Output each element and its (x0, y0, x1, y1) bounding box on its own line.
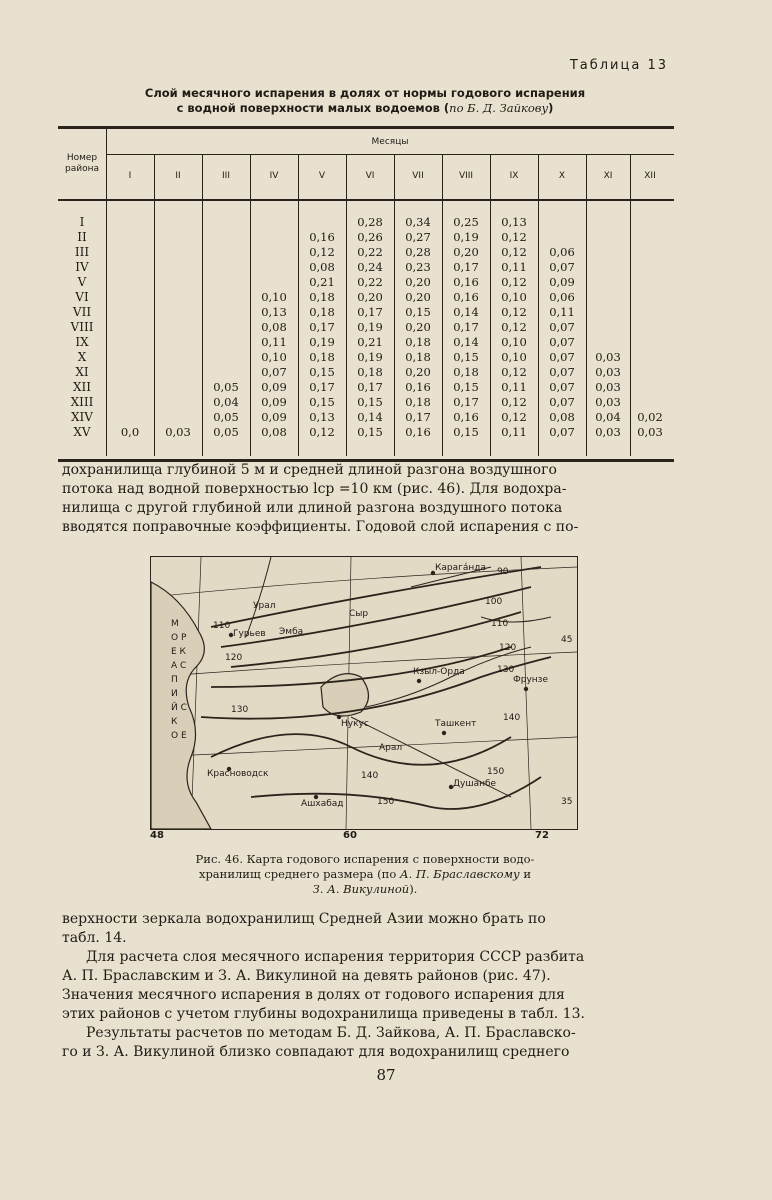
table-cell: 0,20 (453, 245, 479, 259)
river-label-aral: Арал (379, 743, 403, 753)
paragraph-2 (62, 910, 682, 1062)
table-cell: 0,18 (405, 335, 431, 349)
table-cell: 0,04 (213, 395, 239, 409)
table-cell: 0,07 (549, 425, 575, 439)
evaporation-map (150, 556, 578, 830)
table-cell: 0,07 (261, 365, 287, 379)
table-cell: 0,18 (405, 350, 431, 364)
table-cell: 0,03 (595, 350, 621, 364)
table-cell: 0,20 (405, 320, 431, 334)
table-cell: 0,10 (501, 290, 527, 304)
city-label-nukus: Нукус (341, 719, 369, 729)
page-number: 87 (376, 1066, 396, 1084)
isoline-label-120-west: 120 (225, 653, 243, 663)
table-cell: 0,16 (405, 425, 431, 439)
table-cell: 0,05 (213, 380, 239, 394)
table-cell: 0,17 (309, 320, 335, 334)
table-cell: 0,08 (261, 425, 287, 439)
city-label-kzyl-orda: Кзыл-Орда (413, 667, 465, 677)
isoline-label-110-west: 110 (213, 621, 231, 631)
isoline-label-130: 130 (497, 665, 515, 675)
table-cell: 0,28 (405, 245, 431, 259)
table-cell: 0,18 (309, 290, 335, 304)
table-cell: 0,14 (453, 305, 479, 319)
city-label-karaganda: Карага́нда (435, 563, 486, 573)
isoline-label-140-west: 140 (361, 771, 379, 781)
figure-caption-line-2 (150, 867, 580, 882)
isoline-label-120: 120 (499, 643, 517, 653)
caption-line-2-suffix: ) (548, 101, 554, 115)
table-cell: 0,34 (405, 215, 431, 229)
table-cell: 0,07 (549, 395, 575, 409)
isoline-label-110: 110 (491, 619, 509, 629)
table-cell: 0,10 (261, 350, 287, 364)
table-cell: 0,16 (309, 230, 335, 244)
table-cell: 0,07 (549, 335, 575, 349)
header-month-6: VI (365, 171, 375, 181)
table-cell: 0,03 (595, 395, 621, 409)
city-label-dushanbe: Душанбе (453, 779, 497, 789)
table-cell: 0,15 (357, 395, 383, 409)
table-cell: 0,12 (501, 410, 527, 424)
table-cell: 0,07 (549, 320, 575, 334)
table-cell: 0,18 (453, 365, 479, 379)
table-cell: 0,15 (453, 350, 479, 364)
header-month-8: VIII (458, 171, 474, 181)
table-cell: 0,24 (357, 260, 383, 274)
table-cell: 0,19 (357, 320, 383, 334)
table-cell: 0,12 (501, 230, 527, 244)
table-cell: 0,28 (357, 215, 383, 229)
table-cell: 0,19 (453, 230, 479, 244)
table-caption (100, 86, 630, 116)
table-cell: 0,11 (501, 425, 527, 439)
table-cell: 0,26 (357, 230, 383, 244)
table-cell: 0,18 (357, 365, 383, 379)
table-cell: 0,15 (309, 365, 335, 379)
table-cell: 0,16 (453, 275, 479, 289)
region-number: XIII (70, 395, 94, 409)
region-number: XV (73, 425, 91, 439)
table-cell: 0,12 (501, 245, 527, 259)
table-cell: 0,23 (405, 260, 431, 274)
table-cell: 0,19 (357, 350, 383, 364)
header-month-2: II (175, 171, 181, 181)
table-cell: 0,25 (453, 215, 479, 229)
table-cell: 0,03 (637, 425, 663, 439)
region-number: III (74, 245, 90, 259)
table-cell: 0,03 (595, 425, 621, 439)
header-month-9: IX (509, 171, 519, 181)
region-number: I (79, 215, 85, 229)
table-rule (106, 154, 674, 155)
table-cell: 0,16 (405, 380, 431, 394)
table-cell: 0,12 (309, 425, 335, 439)
table-cell: 0,18 (309, 305, 335, 319)
table-cell: 0,13 (261, 305, 287, 319)
region-number: IX (75, 335, 89, 349)
table-cell: 0,03 (595, 365, 621, 379)
figure-caption-line-1: Рис. 46. Карта годового испарения с поверхности водо- (195, 852, 535, 866)
table-cell: 0,07 (549, 260, 575, 274)
caption-line-2-prefix: с водной поверхности малых водоемов ( (176, 101, 450, 115)
table-cell: 0,10 (501, 350, 527, 364)
text-line: вводятся поправочные коэффициенты. Годовой слой испарения с по- (62, 519, 579, 535)
region-number: VI (75, 290, 89, 304)
table-rule (58, 199, 674, 201)
table-cell: 0,07 (549, 365, 575, 379)
header-region-number: Номер района (65, 153, 99, 174)
region-number: VIII (70, 320, 94, 334)
figure-caption-line-3-suffix: ). (409, 882, 418, 896)
edge-label-45: 45 (561, 635, 573, 645)
evaporation-table (58, 126, 674, 462)
table-cell: 0,11 (261, 335, 287, 349)
figure-caption-line-2-prefix: хранилищ среднего размера (по (198, 867, 400, 881)
map-axis-label-72: 72 (535, 830, 549, 841)
table-cell: 0,10 (501, 335, 527, 349)
table-cell: 0,06 (549, 290, 575, 304)
text-line: нилища с другой глубиной или длиной разгона воздушного потока (62, 500, 563, 516)
map-drawing (151, 557, 577, 829)
caption-author: по Б. Д. Зайкову (449, 101, 549, 115)
text-line: этих районов с учетом глубины водохранилища приведены в табл. 13. (62, 1006, 585, 1022)
table-cell: 0,17 (357, 305, 383, 319)
table-cell: 0,08 (549, 410, 575, 424)
isoline-label-130-west: 130 (231, 705, 249, 715)
table-cell: 0,15 (453, 380, 479, 394)
region-number: X (77, 350, 87, 364)
region-number: V (77, 275, 87, 289)
text-line: Значения месячного испарения в долях от годового испарения для (62, 987, 565, 1003)
table-cell: 0,12 (501, 320, 527, 334)
header-month-11: XI (603, 171, 613, 181)
table-cell: 0,17 (453, 260, 479, 274)
table-cell: 0,03 (165, 425, 191, 439)
text-line: дохранилища глубиной 5 м и средней длиной разгона воздушного (62, 462, 557, 478)
header-month-10: X (558, 171, 566, 181)
header-month-12: XII (644, 171, 656, 181)
table-cell: 0,08 (261, 320, 287, 334)
table-cell: 0,13 (309, 410, 335, 424)
river-label-emba: Эмба (279, 627, 304, 637)
table-cell: 0,06 (549, 245, 575, 259)
table-cell: 0,18 (309, 350, 335, 364)
table-cell: 0,20 (405, 290, 431, 304)
isoline-label-90: 90 (497, 567, 509, 577)
table-cell: 0,21 (309, 275, 335, 289)
isoline-label-140: 140 (503, 713, 521, 723)
table-cell: 0,22 (357, 275, 383, 289)
table-cell: 0,17 (453, 395, 479, 409)
table-cell: 0,15 (405, 305, 431, 319)
text-line: потока над водной поверхностью lср =10 км (рис. 46). Для водохра- (62, 481, 567, 497)
region-number: XII (72, 380, 92, 394)
table-cell: 0,05 (213, 425, 239, 439)
caption-line-2 (100, 101, 630, 116)
table-cell: 0,14 (357, 410, 383, 424)
figure-caption-line-2-suffix: и (519, 867, 532, 881)
table-cell: 0,08 (309, 260, 335, 274)
table-cell: 0,15 (453, 425, 479, 439)
isoline-label-100: 100 (485, 597, 503, 607)
table-cell: 0,15 (309, 395, 335, 409)
text-line: верхности зеркала водохранилищ Средней Азии можно брать по (62, 911, 546, 927)
table-cell: 0,15 (357, 425, 383, 439)
table-cell: 0,14 (453, 335, 479, 349)
header-month-7: VII (412, 171, 424, 181)
region-number: XI (75, 365, 89, 379)
table-cell: 0,04 (595, 410, 621, 424)
table-cell: 0,05 (213, 410, 239, 424)
header-month-5: V (318, 171, 326, 181)
table-cell: 0,09 (261, 380, 287, 394)
isoline-label-150-west: 150 (377, 797, 395, 807)
river-label-ural: Урал (253, 601, 276, 611)
region-number: XIV (71, 410, 93, 424)
sea-label: М О Р Е К А С П И Й С К О Е (171, 619, 187, 741)
text-line: табл. 14. (62, 930, 127, 946)
figure-caption-author-2: З. А. Викулиной (312, 882, 410, 896)
table-cell: 0,17 (405, 410, 431, 424)
table-cell: 0,13 (501, 215, 527, 229)
table-cell: 0,19 (309, 335, 335, 349)
city-label-tashkent: Ташкент (435, 719, 477, 729)
header-month-1: I (128, 171, 132, 181)
figure-caption-line-3 (150, 882, 580, 897)
header-months: Месяцы (371, 137, 409, 147)
table-cell: 0,11 (549, 305, 575, 319)
table-cell: 0,20 (405, 275, 431, 289)
table-cell: 0,12 (501, 275, 527, 289)
paragraph-1 (62, 461, 682, 537)
map-axis-label-48: 48 (150, 830, 164, 841)
table-cell: 0,22 (357, 245, 383, 259)
region-number: VII (72, 305, 92, 319)
table-cell: 0,07 (549, 380, 575, 394)
table-cell: 0,0 (120, 425, 140, 439)
table-cell: 0,12 (309, 245, 335, 259)
table-cell: 0,12 (501, 365, 527, 379)
text-line: Результаты расчетов по методам Б. Д. Зайкова, А. П. Браславско- (86, 1025, 576, 1041)
table-cell: 0,21 (357, 335, 383, 349)
text-line: го и З. А. Викулиной близко совпадают для водохранилищ среднего (62, 1044, 570, 1060)
city-label-ashkhabad: Ашхабад (301, 799, 344, 809)
river-label-syr: Сыр (349, 609, 369, 619)
city-label-krasnovodsk: Красноводск (207, 769, 269, 779)
figure-caption (150, 852, 580, 897)
table-cell: 0,16 (453, 290, 479, 304)
table-cell: 0,02 (637, 410, 663, 424)
table-cell: 0,20 (357, 290, 383, 304)
table-cell: 0,09 (261, 410, 287, 424)
map-axis-label-60: 60 (343, 830, 357, 841)
isoline-label-150: 150 (487, 767, 505, 777)
table-cell: 0,10 (261, 290, 287, 304)
city-label-frunze: Фрунзе (513, 675, 548, 685)
table-cell: 0,09 (261, 395, 287, 409)
table-cell: 0,17 (453, 320, 479, 334)
table-cell: 0,09 (549, 275, 575, 289)
header-month-4: IV (269, 171, 279, 181)
region-number: II (77, 230, 87, 244)
table-cell: 0,11 (501, 260, 527, 274)
table-cell: 0,12 (501, 305, 527, 319)
text-line: А. П. Браславским и З. А. Викулиной на девять районов (рис. 47). (62, 968, 551, 984)
table-cell: 0,16 (453, 410, 479, 424)
table-cell: 0,17 (357, 380, 383, 394)
table-cell: 0,17 (309, 380, 335, 394)
header-month-3: III (222, 171, 230, 181)
table-cell: 0,18 (405, 395, 431, 409)
table-cell: 0,07 (549, 350, 575, 364)
table-cell: 0,11 (501, 380, 527, 394)
figure-caption-author-1: А. П. Браславскому (399, 867, 520, 881)
region-number: IV (75, 260, 89, 274)
table-cell: 0,20 (405, 365, 431, 379)
table-cell: 0,27 (405, 230, 431, 244)
text-line: Для расчета слоя месячного испарения территория СССР разбита (86, 949, 585, 965)
table-cell: 0,03 (595, 380, 621, 394)
table-number-label: Таблица 13 (569, 58, 668, 73)
edge-label-35: 35 (561, 797, 573, 807)
caption-line-1: Слой месячного испарения в долях от нормы годового испарения (144, 86, 586, 100)
city-label-guryev: Гурьев (233, 629, 266, 639)
table-cell: 0,12 (501, 395, 527, 409)
